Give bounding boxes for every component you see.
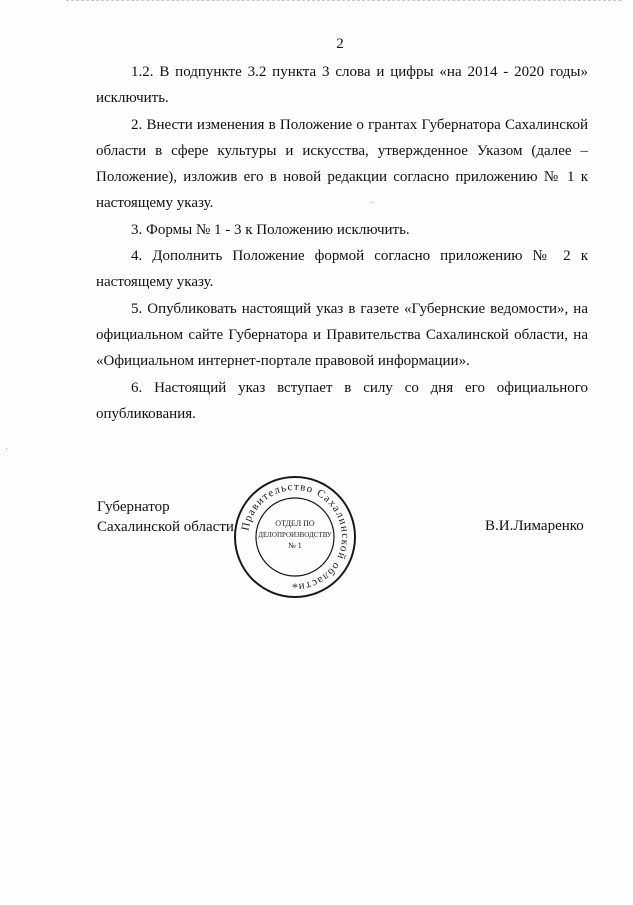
seal-inner-line3: № 1 — [288, 541, 302, 550]
paragraph-4: 4. Дополнить Положение формой согласно приложению № 2 к настоящему указу. — [96, 248, 588, 291]
signatory-position-line1: Губернатор — [97, 499, 170, 515]
scan-speck — [6, 448, 7, 449]
paragraph-3: 3. Формы № 1 - 3 к Положению исключить. — [131, 221, 410, 238]
paragraph-6: 6. Настоящий указ вступает в силу со дня его официального опубликования. — [96, 379, 588, 422]
scan-top-edge — [66, 0, 621, 3]
signatory-position-line2: Сахалинской области — [97, 519, 234, 535]
page-number: 2 — [336, 36, 344, 52]
seal-star: * — [292, 580, 298, 594]
paragraph-2: 2. Внести изменения в Положение о грантах Губернатора Сахалинской области в сфере культуры и искусства, утвержденное Указом (далее – Положение), изложив его в новой редакции согласно приложению № 1 к настоящему указу. — [96, 116, 588, 212]
signatory-position — [97, 497, 234, 537]
paragraph-1-2: 1.2. В подпункте 3.2 пункта 3 слова и цифры «на 2014 - 2020 годы» исключить. — [96, 64, 588, 107]
official-seal-stamp — [232, 474, 358, 600]
paragraph-5: 5. Опубликовать настоящий указ в газете «Губернские ведомости», на официальном сайте Губернатора и Правительства Сахалинской области, на «Официальном интернет-портале правовой информации». — [96, 300, 588, 370]
scan-speck — [372, 202, 373, 203]
seal-inner-line2: ДЕЛОПРОИЗВОДСТВУ — [258, 531, 332, 539]
seal-inner-line1: ОТДЕЛ ПО — [275, 519, 315, 528]
seal-ring-text: Правительство Сахалинской области — [239, 480, 352, 594]
signatory-name: В.И.Лимаренко — [485, 518, 584, 534]
document-body — [96, 59, 588, 427]
